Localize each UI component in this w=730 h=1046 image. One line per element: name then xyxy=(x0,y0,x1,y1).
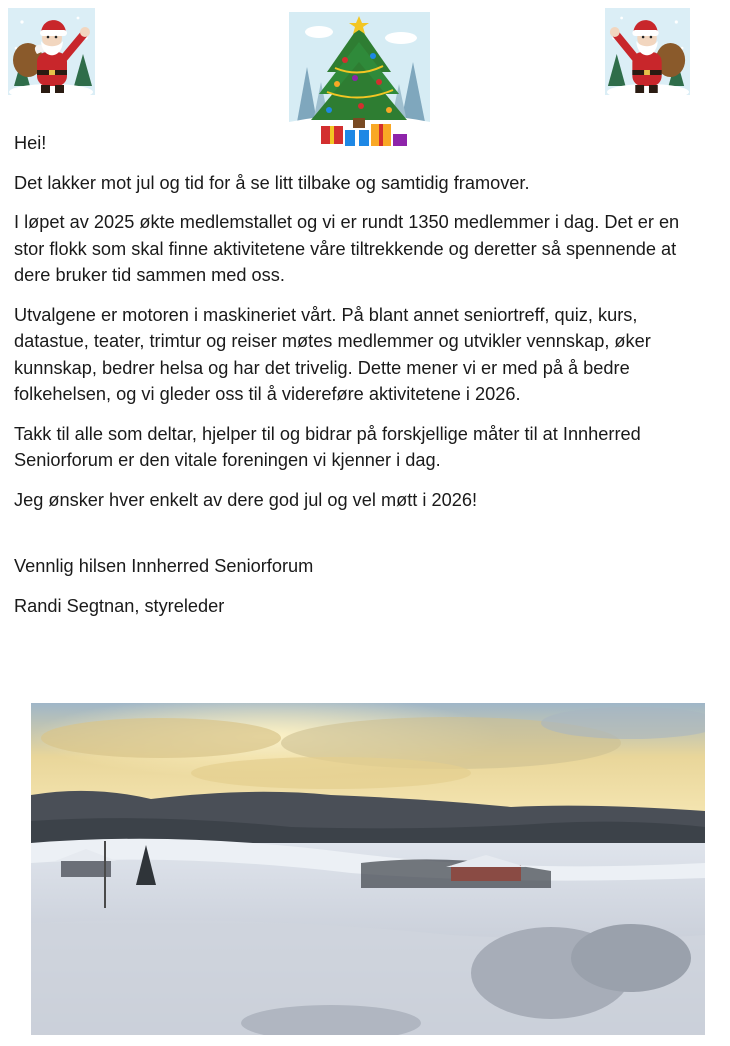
letter-paragraph: Det lakker mot jul og tid for å se litt tilbake og samtidig framover. xyxy=(14,172,530,193)
santa-icon xyxy=(605,8,690,95)
letter-closing: Vennlig hilsen Innherred Seniorforum xyxy=(14,556,314,576)
letter-paragraph: Jeg ønsker hver enkelt av dere god jul og vel møtt i 2026! xyxy=(14,489,478,510)
snowy-landscape-photo xyxy=(31,703,705,1035)
letter-greeting: Hei! xyxy=(14,133,47,153)
landscape-image xyxy=(31,703,705,1035)
letter-signature: Randi Segtnan, styreleder xyxy=(14,595,225,616)
letter-paragraph: Takk til alle som deltar, hjelper til og bidrar på forskjellige måter til at Innherred Seniorforum er den vitale foreningen vi kjenner i dag. xyxy=(14,423,641,470)
letter-paragraph: Utvalgene er motoren i maskineriet vårt. På blant annet seniortreff, quiz, kurs, datastue, teater, trimtur og reiser møtes medlemmer og utvikler vennskap, øker kunnskap, bedrer helsa og har det trivelig. Dette mener vi er med på å bedre folkehelsen, og vi gleder oss til å videreføre aktivitetene i 2026. xyxy=(14,304,651,404)
santa-illustration-right xyxy=(605,8,690,95)
santa-icon xyxy=(8,8,95,95)
santa-illustration-left xyxy=(8,8,95,95)
letter-paragraph: I løpet av 2025 økte medlemstallet og vi er rundt 1350 medlemmer i dag. Det er en stor flokk som skal finne aktivitetene våre tiltrekkende og deretter så spennende at dere bruker tid sammen med oss. xyxy=(14,212,680,285)
letter-body xyxy=(14,130,714,632)
